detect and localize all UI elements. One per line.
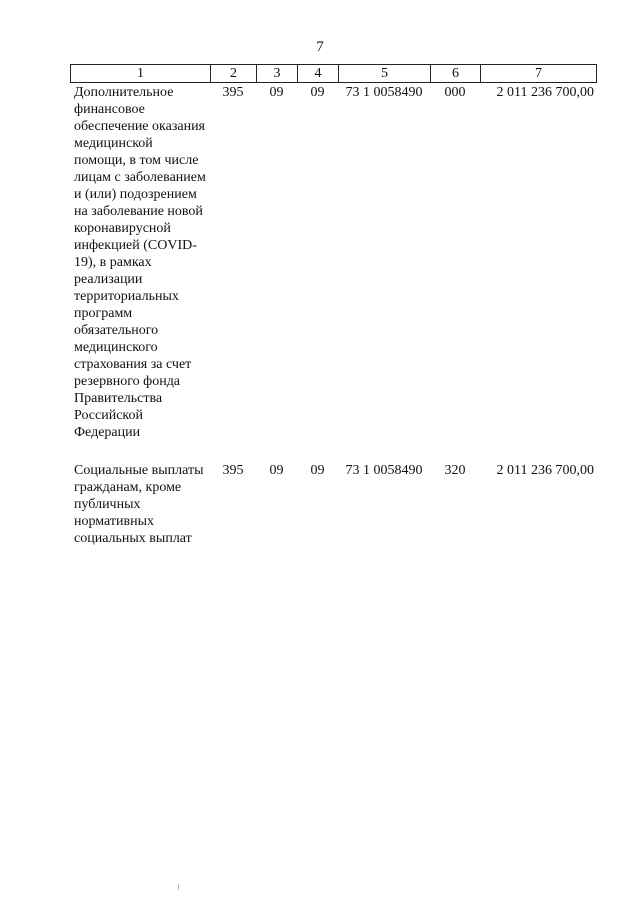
row-section: 09 — [269, 85, 284, 100]
row-amount: 2 011 236 700,00 — [496, 85, 594, 100]
column-number-3: 3 — [257, 65, 298, 83]
scan-mark — [178, 884, 179, 890]
row-subsection: 09 — [310, 463, 325, 478]
row-description — [70, 462, 210, 547]
column-number-4: 4 — [298, 65, 339, 83]
row-target-article: 73 1 0058490 — [345, 85, 423, 100]
row-expense-type: 320 — [444, 463, 466, 478]
column-number-7: 7 — [481, 65, 597, 83]
row-section: 09 — [269, 463, 284, 478]
row-description — [70, 84, 210, 441]
row-target-article: 73 1 0058490 — [345, 463, 423, 478]
row-amount: 2 011 236 700,00 — [496, 463, 594, 478]
column-number-1: 1 — [71, 65, 211, 83]
row-code-ministry: 395 — [222, 463, 244, 478]
row-description-text: Дополнительное финансовое обеспечение оказания медицинской помощи, в том числе лицам с заболеванием и (или) подозрением на заболевание новой коронавирусной инфекцией (COVID-19), в рамках реализации территориальных программ обязательного медицинского страхования за счет резервного фонда Правительства Российской Федерации — [74, 85, 206, 440]
row-subsection: 09 — [310, 85, 325, 100]
column-number-6: 6 — [431, 65, 481, 83]
table-row — [70, 84, 596, 441]
row-spacer — [70, 441, 596, 462]
table-row — [70, 462, 596, 547]
row-description-text: Социальные выплаты гражданам, кроме публичных нормативных социальных выплат — [74, 463, 204, 546]
row-code-ministry: 395 — [222, 85, 244, 100]
column-number-5: 5 — [339, 65, 431, 83]
budget-table — [70, 84, 596, 547]
row-expense-type: 000 — [444, 85, 466, 100]
page-number: 7 — [316, 39, 324, 55]
column-number-2: 2 — [211, 65, 257, 83]
column-header-table — [70, 64, 597, 83]
column-number-row — [71, 65, 597, 83]
